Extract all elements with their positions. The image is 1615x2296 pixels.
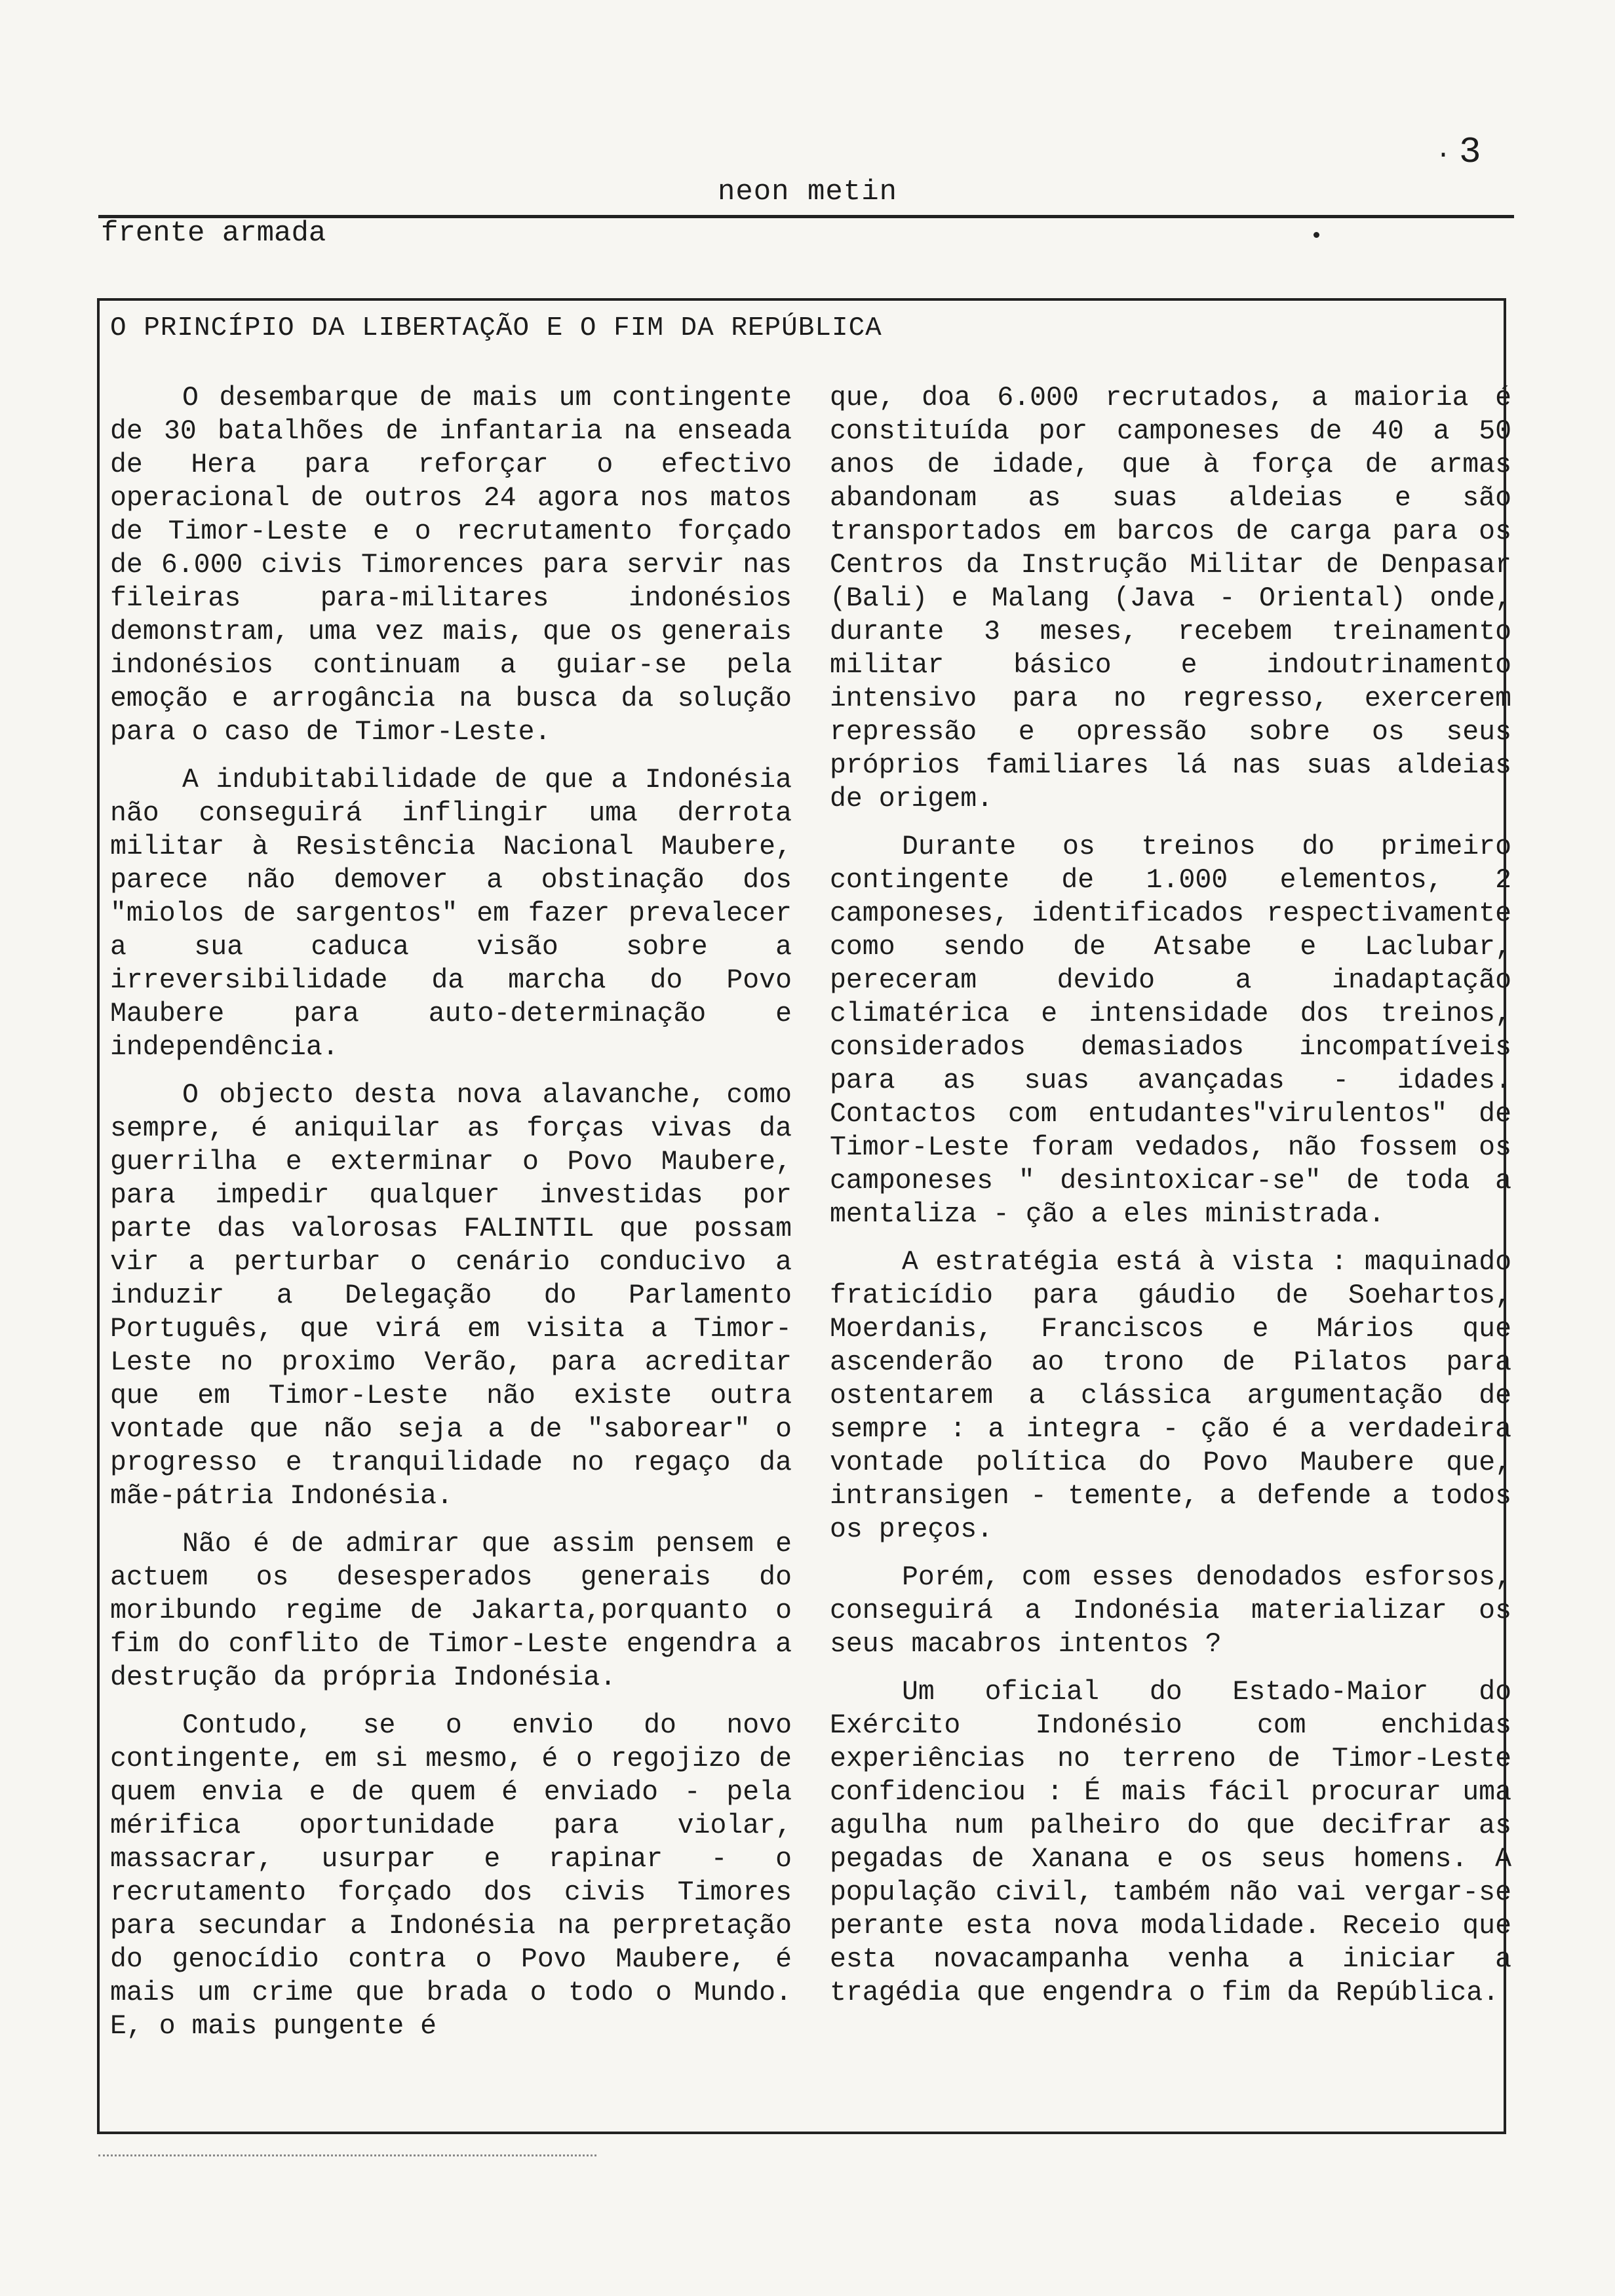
publication-title: neon metin <box>717 176 898 208</box>
stray-mark <box>1313 232 1319 238</box>
paragraph: O objecto desta nova alavanche, como sempre, é aniquilar as forças vivas da guerrilha e exterminar o Povo Maubere, para impedir qualquer investidas por parte das valorosas FALINTIL que possam vir a perturbar o cenário conducivo a induzir a Delegação do Parlamento Português, que virá em visita a Timor-Leste no proximo Verão, para acreditar que em Timor-Leste não existe outra vontade que não seja a de "saborear" o progresso e tranquilidade no regaço da mãe-pátria Indonésia. <box>110 1080 792 1512</box>
paragraph: Durante os treinos do primeiro contingente de 1.000 elementos, 2 camponeses, identificados respectivamente como sendo de Atsabe e Laclubar, pereceram devido a inadaptação climatérica e intensidade dos treinos, considerados demasiados incompatíveis para as suas avançadas - idades. Contactos com entudantes"virulentos" de Timor-Leste foram vedados, não fossem os camponeses " desintoxicar-se" de toda a mentaliza - ção a eles ministrada. <box>830 832 1511 1230</box>
page-number-value: 3 <box>1459 131 1481 173</box>
article-title: O PRINCÍPIO DA LIBERTAÇÃO E O FIM DA REPÚBLICA <box>110 313 882 343</box>
article-column-right <box>830 381 1511 2024</box>
paragraph: Porém, com esses denodados esforsos, conseguirá a Indonésia materializar os seus macabros intentos ? <box>830 1562 1511 1660</box>
section-label: frente armada <box>101 217 326 250</box>
bottom-edge-marks <box>98 2154 596 2156</box>
paragraph: Um oficial do Estado-Maior do Exército Indonésio com enchidas experiências no terreno de Timor-Leste confidenciou : É mais fácil procurar uma agulha num palheiro do que decifrar as pegadas de Xanana e os seus homens. A população civil, também não vai vergar-se perante esta nova modalidade. Receio que esta novacampanha venha a iniciar a tragédia que engendra o fim da República. <box>830 1677 1511 2008</box>
paragraph: que, doa 6.000 recrutados, a maioria é constituída por camponeses de 40 a 50 anos de idade, que à força de armas abandonam as suas aldeias e são transportados em barcos de carga para os Centros da Instrução Militar de Denpasar (Bali) e Malang (Java - Oriental) onde, durante 3 meses, recebem treinamento militar básico e indoutrinamento intensivo para no regresso, exercerem repressão e opressão sobre os seus próprios familiares lá nas suas aldeias de origem. <box>830 383 1511 814</box>
paragraph: Contudo, se o envio do novo contingente, em si mesmo, é o regojizo de quem envia e de quem é enviado - pela mérifica oportunidade para violar, massacrar, usurpar e rapinar - o recrutamento forçado dos civis Timores para secundar a Indonésia na perpretação do genocídio contra o Povo Maubere, é mais um crime que brada o todo o Mundo. E, o mais pungente é <box>110 1710 792 2042</box>
paragraph: A estratégia está à vista : maquinado fraticídio para gáudio de Soehartos, Moerdanis, Franciscos e Mários que ascenderão ao trono de Pilatos para ostentarem a clássica argumentação de sempre : a integra - ção é a verdadeira vontade política do Povo Maubere que, intransigen - temente, a defende a todos os preços. <box>830 1247 1511 1545</box>
article-column-left <box>110 381 792 2057</box>
paragraph: Não é de admirar que assim pensem e actuem os desesperados generais do moribundo regime de Jakarta,porquanto o fim do conflito de Timor-Leste engendra a destrução da própria Indonésia. <box>110 1529 792 1693</box>
paragraph: O desembarque de mais um contingente de 30 batalhões de infantaria na enseada de Hera para reforçar o efectivo operacional de outros 24 agora nos matos de Timor-Leste e o recrutamento forçado de 6.000 civis Timorences para servir nas fileiras para-militares indonésios demonstram, uma vez mais, que os generais indonésios continuam a guiar-se pela emoção e arrogância na busca da solução para o caso de Timor-Leste. <box>110 383 792 748</box>
page-number <box>1435 131 1481 173</box>
page-number-dash: · <box>1435 141 1452 170</box>
paragraph: A indubitabilidade de que a Indonésia não conseguirá inflingir uma derrota militar à Resistência Nacional Maubere, parece não demover a obstinação dos "miolos de sargentos" em fazer prevalecer a sua caduca visão sobre a irreversibilidade da marcha do Povo Maubere para auto-determinação e independência. <box>110 765 792 1063</box>
